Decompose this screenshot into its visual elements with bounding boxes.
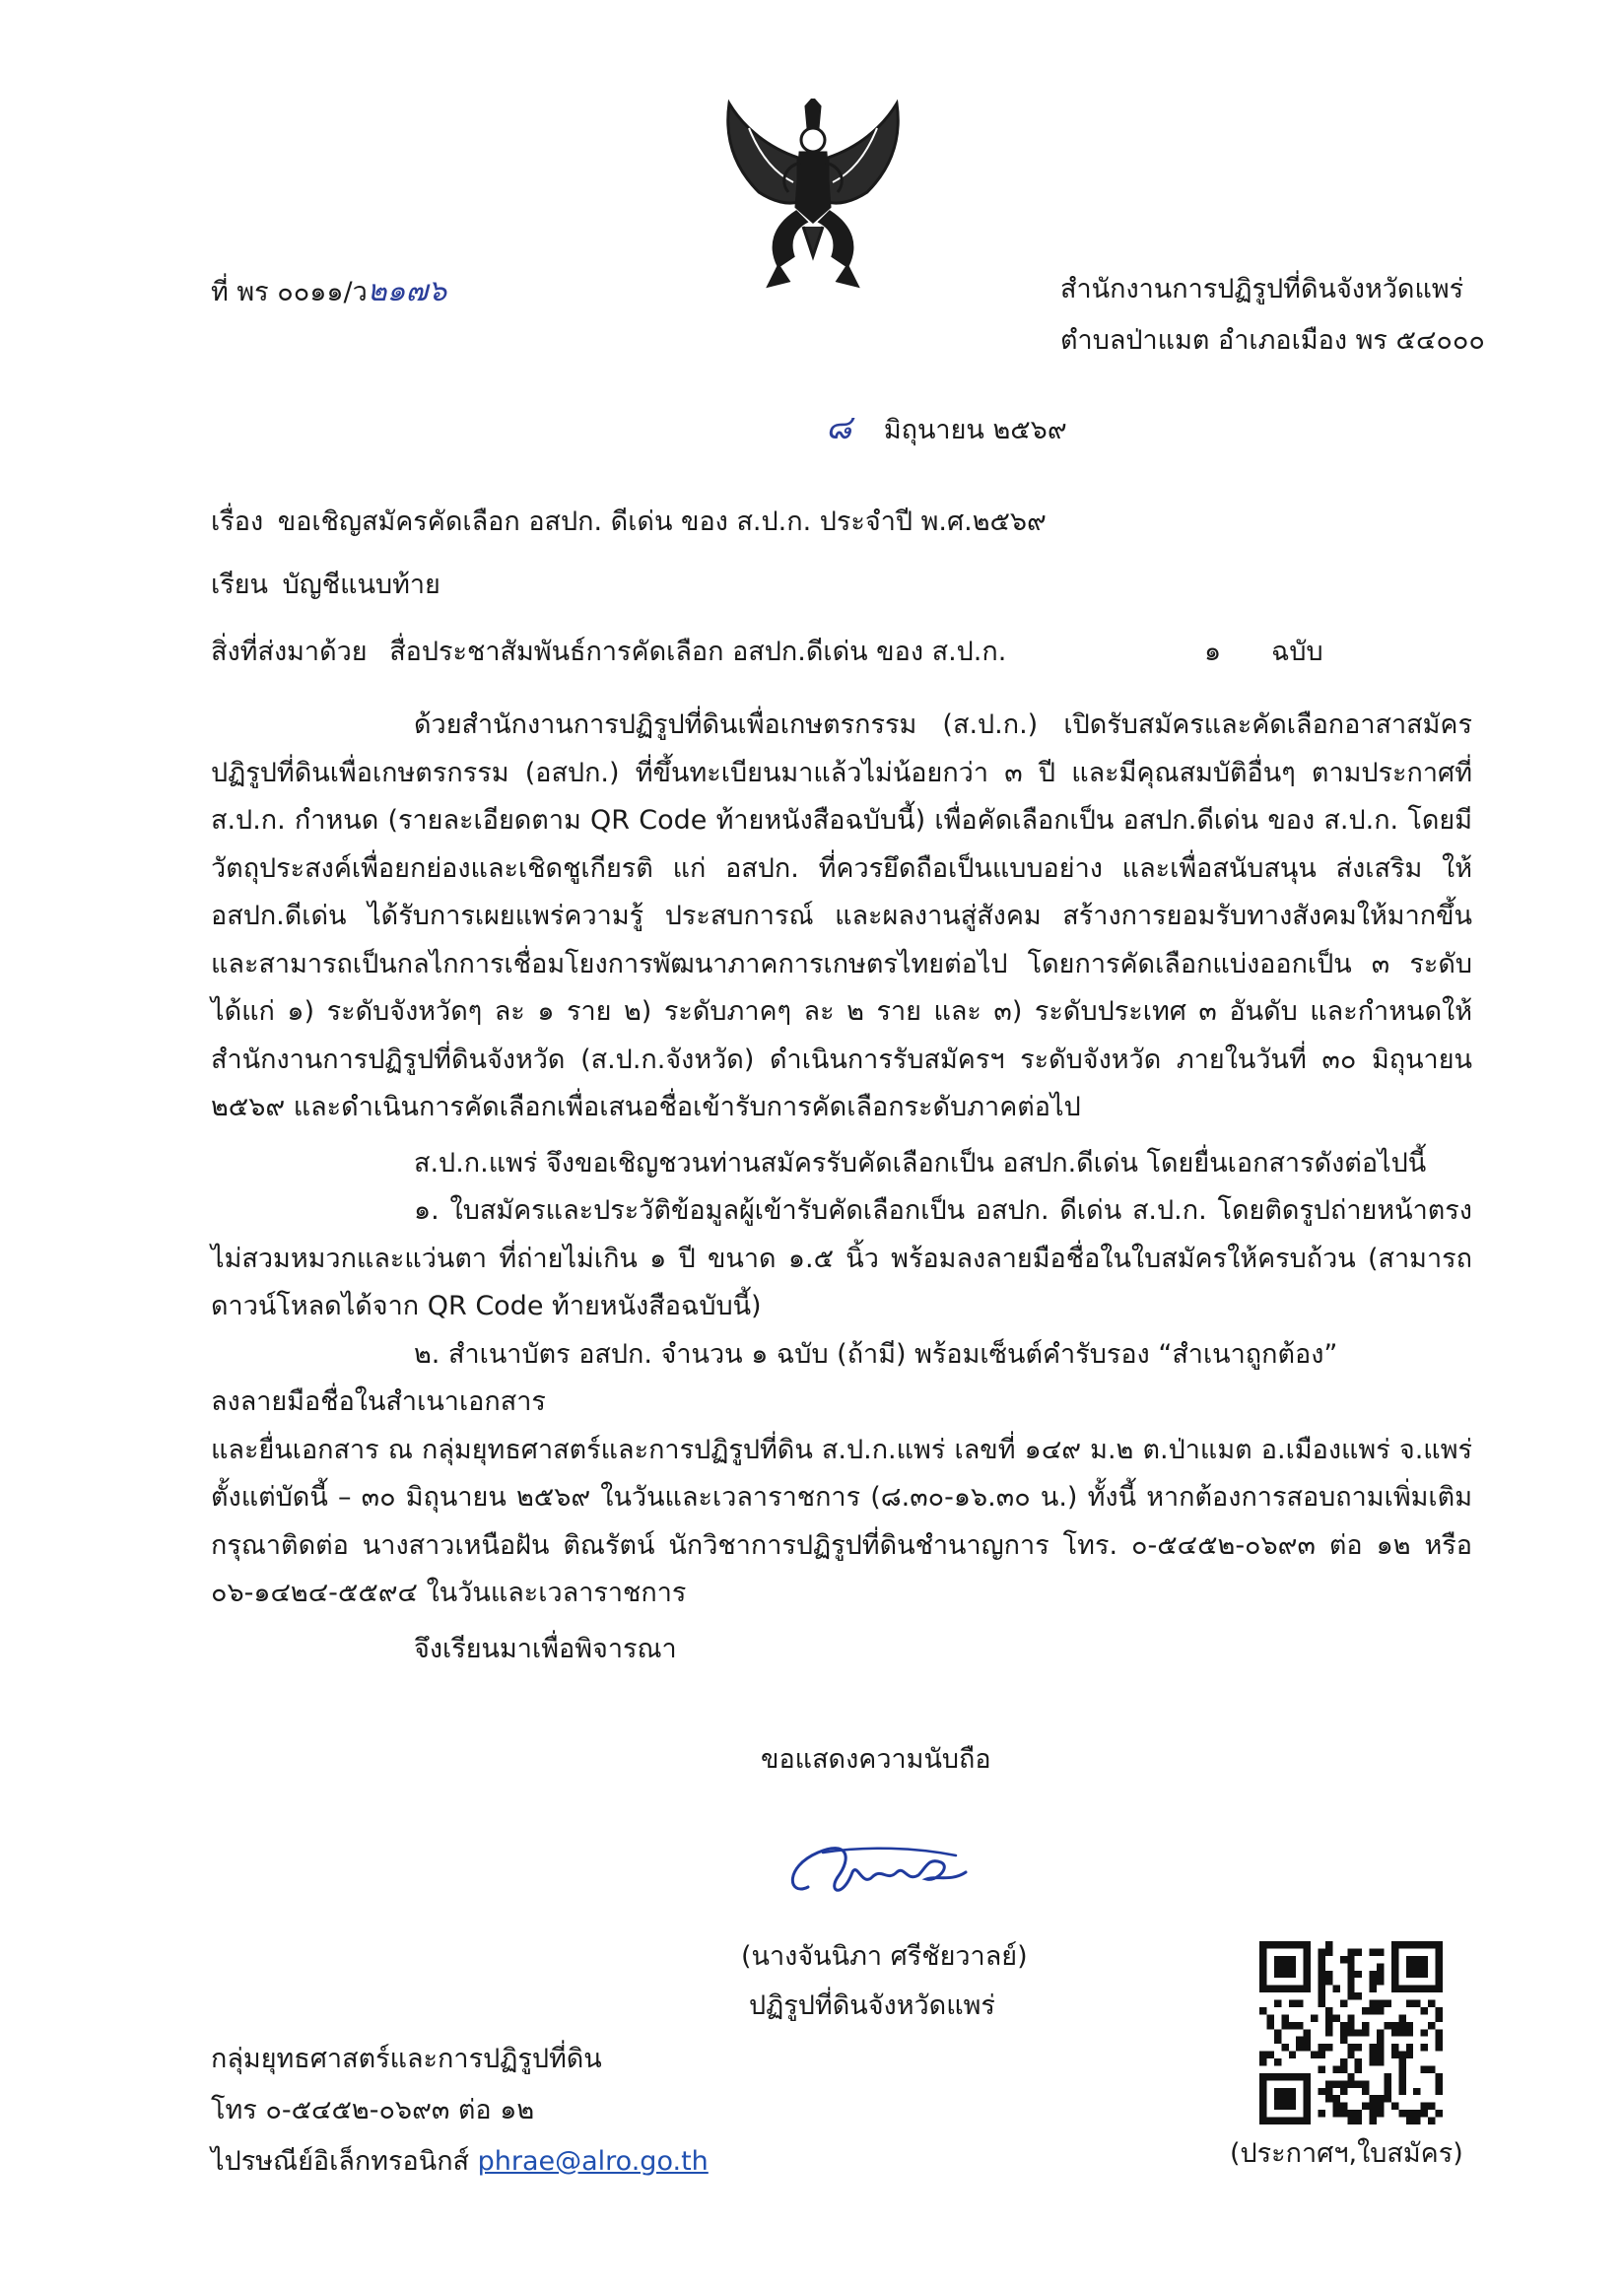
letter-body xyxy=(211,702,1472,1673)
recipient-label: เรียน xyxy=(211,570,269,600)
closing-line: จึงเรียนมาเพื่อพิจารณา xyxy=(414,1633,677,1664)
reference-prefix: ที่ พร ๐๐๑๑/ว xyxy=(211,277,368,307)
footer-phone: โทร ๐-๕๔๕๒-๐๖๙๓ ต่อ ๑๒ xyxy=(211,2095,535,2125)
garuda-emblem-icon xyxy=(690,99,936,296)
reference-handwritten-number: ๒๑๗๖ xyxy=(367,274,447,308)
signer-position: ปฏิรูปที่ดินจังหวัดแพร่ xyxy=(749,1990,995,2021)
subject-label: เรื่อง xyxy=(211,506,264,537)
regards-line: ขอแสดงความนับถือ xyxy=(761,1744,991,1775)
enclosure-unit: ฉบับ xyxy=(1271,637,1323,667)
document-date xyxy=(826,408,1067,448)
body-paragraph-3: และยื่นเอกสาร ณ กลุ่มยุทธศาสตร์และการปฏิรูปที่ดิน ส.ป.ก.แพร่ เลขที่ ๑๔๙ ม.๒ ต.ป่าแมต อ.เมืองแพร่ จ.แพร่ ตั้งแต่บัดนี้ – ๓๐ มิถุนายน ๒๕๖๙ ในวันและเวลาราชการ (๘.๓๐-๑๖.๓๐ น.) ทั้งนี้ หากต้องการสอบถามเพิ่มเติม กรุณาติดต่อ นางสาวเหนือฝัน ติณรัตน์ นักวิชาการปฏิรูปที่ดินชำนาญการ โทร. ๐-๕๔๕๒-๐๖๙๓ ต่อ ๑๒ หรือ ๐๖-๑๔๒๔-๕๕๙๔ ในวันและเวลาราชการ xyxy=(211,1434,1472,1608)
qr-code[interactable] xyxy=(1259,1941,1443,2124)
recipient-text: บัญชีแนบท้าย xyxy=(282,570,440,600)
body-paragraph-2: ส.ป.ก.แพร่ จึงขอเชิญชวนท่านสมัครรับคัดเลือกเป็น อสปก.ดีเด่น โดยยื่นเอกสารดังต่อไปนี้ xyxy=(414,1147,1427,1179)
email-link[interactable]: phrae@alro.go.th xyxy=(477,2146,709,2177)
footer-division: กลุ่มยุทธศาสตร์และการปฏิรูปที่ดิน xyxy=(211,2044,602,2074)
date-handwritten-day: ๘ xyxy=(826,408,852,447)
subject-line xyxy=(211,506,1047,538)
footer-email-label: ไปรษณีย์อิเล็กทรอนิกส์ xyxy=(211,2146,478,2177)
body-paragraph-1: ด้วยสำนักงานการปฏิรูปที่ดินเพื่อเกษตรกรรม (ส.ป.ก.) เปิดรับสมัครและคัดเลือกอาสาสมัครปฏิรูปที่ดินเพื่อเกษตรกรรม (อสปก.) ที่ขึ้นทะเบียนมาแล้วไม่น้อยกว่า ๓ ปี และมีคุณสมบัติอื่นๆ ตามประกาศที่ ส.ป.ก. กำหนด (รายละเอียดตาม QR Code ท้ายหนังสือฉบับนี้) เพื่อคัดเลือกเป็น อสปก.ดีเด่น ของ ส.ป.ก. โดยมีวัตถุประสงค์เพื่อยกย่องและเชิดชูเกียรติ แก่ อสปก. ที่ควรยึดถือเป็นแบบอย่าง และเพื่อสนับสนุน ส่งเสริม ให้ อสปก.ดีเด่น ได้รับการเผยแพร่ความรู้ ประสบการณ์ และผลงานสู่สังคม สร้างการยอมรับทางสังคมให้มากขึ้น และสามารถเป็นกลไกการเชื่อมโยงการพัฒนาภาคการเกษตรไทยต่อไป โดยการคัดเลือกแบ่งออกเป็น ๓ ระดับ ได้แก่ ๑) ระดับจังหวัดๆ ละ ๑ ราย ๒) ระดับภาคๆ ละ ๒ ราย และ ๓) ระดับประเทศ ๓ อันดับ และกำหนดให้สำนักงานการปฏิรูปที่ดินจังหวัด (ส.ป.ก.จังหวัด) ดำเนินการรับสมัครฯ ระดับจังหวัด ภายในวันที่ ๓๐ มิถุนายน ๒๕๖๙ และดำเนินการคัดเลือกเพื่อเสนอชื่อเข้ารับการคัดเลือกระดับภาคต่อไป xyxy=(211,709,1472,1122)
requirement-item-1: ๑. ใบสมัครและประวัติข้อมูลผู้เข้ารับคัดเลือกเป็น อสปก. ดีเด่น ส.ป.ก. โดยติดรูปถ่ายหน้าตรงไม่สวมหมวกและแว่นตา ที่ถ่ายไม่เกิน ๑ ปี ขนาด ๑.๕ นิ้ว พร้อมลงลายมือชื่อในใบสมัครให้ครบถ้วน (สามารถดาวน์โหลดได้จาก QR Code ท้ายหนังสือฉบับนี้) xyxy=(211,1195,1472,1321)
footer-email-line xyxy=(211,2146,709,2178)
requirement-item-2: ๒. สำเนาบัตร อสปก. จำนวน ๑ ฉบับ (ถ้ามี) พร้อมเซ็นต์คำรับรอง “สำเนาถูกต้อง” xyxy=(414,1338,1338,1370)
handwritten-signature xyxy=(778,1828,995,1917)
enclosure-line xyxy=(211,637,1006,668)
reference-number xyxy=(211,274,446,309)
date-month-year: มิถุนายน ๒๕๖๙ xyxy=(883,415,1067,445)
requirement-item-2-continued: ลงลายมือชื่อในสำเนาเอกสาร xyxy=(211,1386,546,1417)
recipient-line xyxy=(211,570,440,601)
office-name: สำนักงานการปฏิรูปที่ดินจังหวัดแพร่ xyxy=(1060,274,1464,304)
signer-name: (นางจันนิภา ศรีชัยวาลย์) xyxy=(741,1941,1028,1972)
qr-caption: (ประกาศฯ,ใบสมัคร) xyxy=(1230,2138,1463,2169)
office-address: ตำบลป่าแมต อำเภอเมือง พร ๕๔๐๐๐ xyxy=(1060,325,1485,356)
subject-text: ขอเชิญสมัครคัดเลือก อสปก. ดีเด่น ของ ส.ป.ก. ประจำปี พ.ศ.๒๕๖๙ xyxy=(277,506,1047,537)
enclosure-label: สิ่งที่ส่งมาด้วย xyxy=(211,637,368,667)
enclosure-text: สื่อประชาสัมพันธ์การคัดเลือก อสปก.ดีเด่น ของ ส.ป.ก. xyxy=(389,637,1007,667)
enclosure-quantity: ๑ xyxy=(1204,637,1222,667)
